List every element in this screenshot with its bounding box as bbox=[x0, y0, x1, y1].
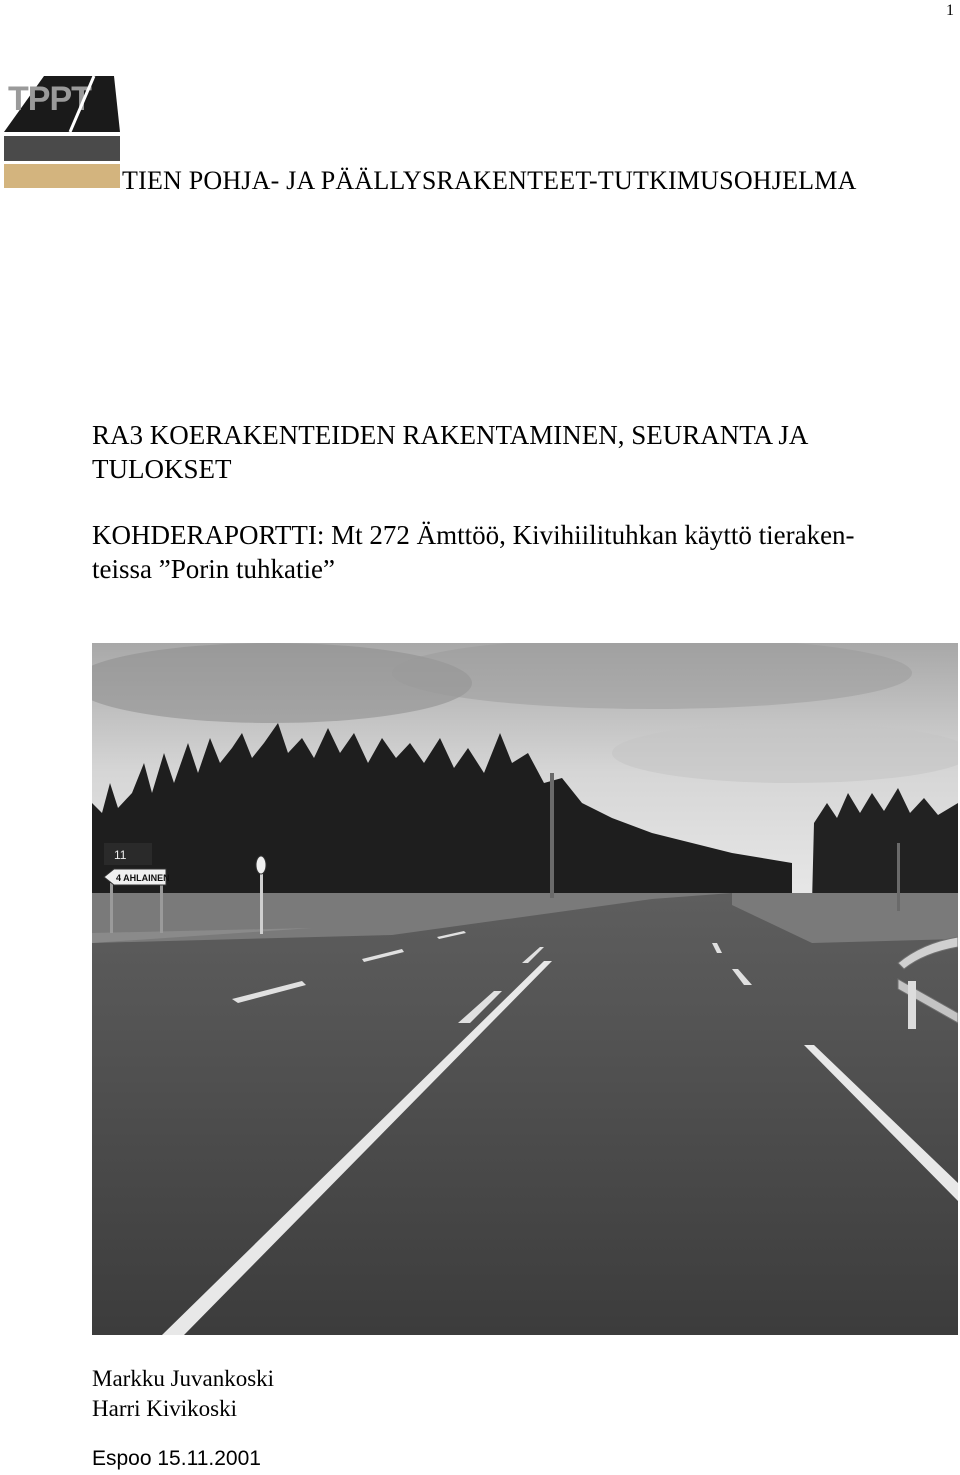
report-title bbox=[92, 418, 932, 486]
guardrail-post bbox=[908, 981, 916, 1029]
cover-photo bbox=[92, 643, 958, 1335]
report-subtitle-line-2: teissa ”Porin tuhkatie” bbox=[92, 554, 335, 584]
author-1: Markku Juvankoski bbox=[92, 1366, 275, 1391]
route-sign-number: 11 bbox=[114, 848, 127, 862]
authors bbox=[92, 1364, 274, 1424]
cloud bbox=[612, 723, 958, 783]
author-2: Harri Kivikoski bbox=[92, 1396, 238, 1421]
report-subtitle-line-1: KOHDERAPORTTI: Mt 272 Ämttöö, Kivihiilituhkan käyttö tieraken- bbox=[92, 520, 855, 550]
report-title-line-2: TULOKSET bbox=[92, 454, 232, 484]
logo-tan-band bbox=[4, 164, 120, 188]
sign-post bbox=[160, 883, 163, 933]
direction-sign-text: 4 AHLAINEN bbox=[116, 873, 170, 883]
marker-sign bbox=[256, 856, 266, 874]
report-title-line-1: RA3 KOERAKENTEIDEN RAKENTAMINEN, SEURANTA JA bbox=[92, 420, 809, 450]
route-sign bbox=[104, 843, 152, 865]
road-surface bbox=[92, 893, 958, 1335]
program-title: TIEN POHJA- JA PÄÄLLYSRAKENTEET-TUTKIMUSOHJELMA bbox=[122, 166, 857, 195]
road-scene-illustration bbox=[92, 643, 958, 1335]
place-date: Espoo 15.11.2001 bbox=[92, 1447, 261, 1470]
logo-grey-band bbox=[4, 136, 120, 161]
sign-post bbox=[110, 883, 113, 933]
tppt-logo bbox=[4, 74, 120, 190]
page-number: 1 bbox=[946, 2, 954, 19]
utility-pole bbox=[897, 843, 900, 911]
utility-pole bbox=[550, 773, 554, 898]
report-subtitle bbox=[92, 518, 952, 586]
logo-text: TPPT bbox=[8, 80, 91, 118]
marker-post bbox=[260, 868, 263, 934]
